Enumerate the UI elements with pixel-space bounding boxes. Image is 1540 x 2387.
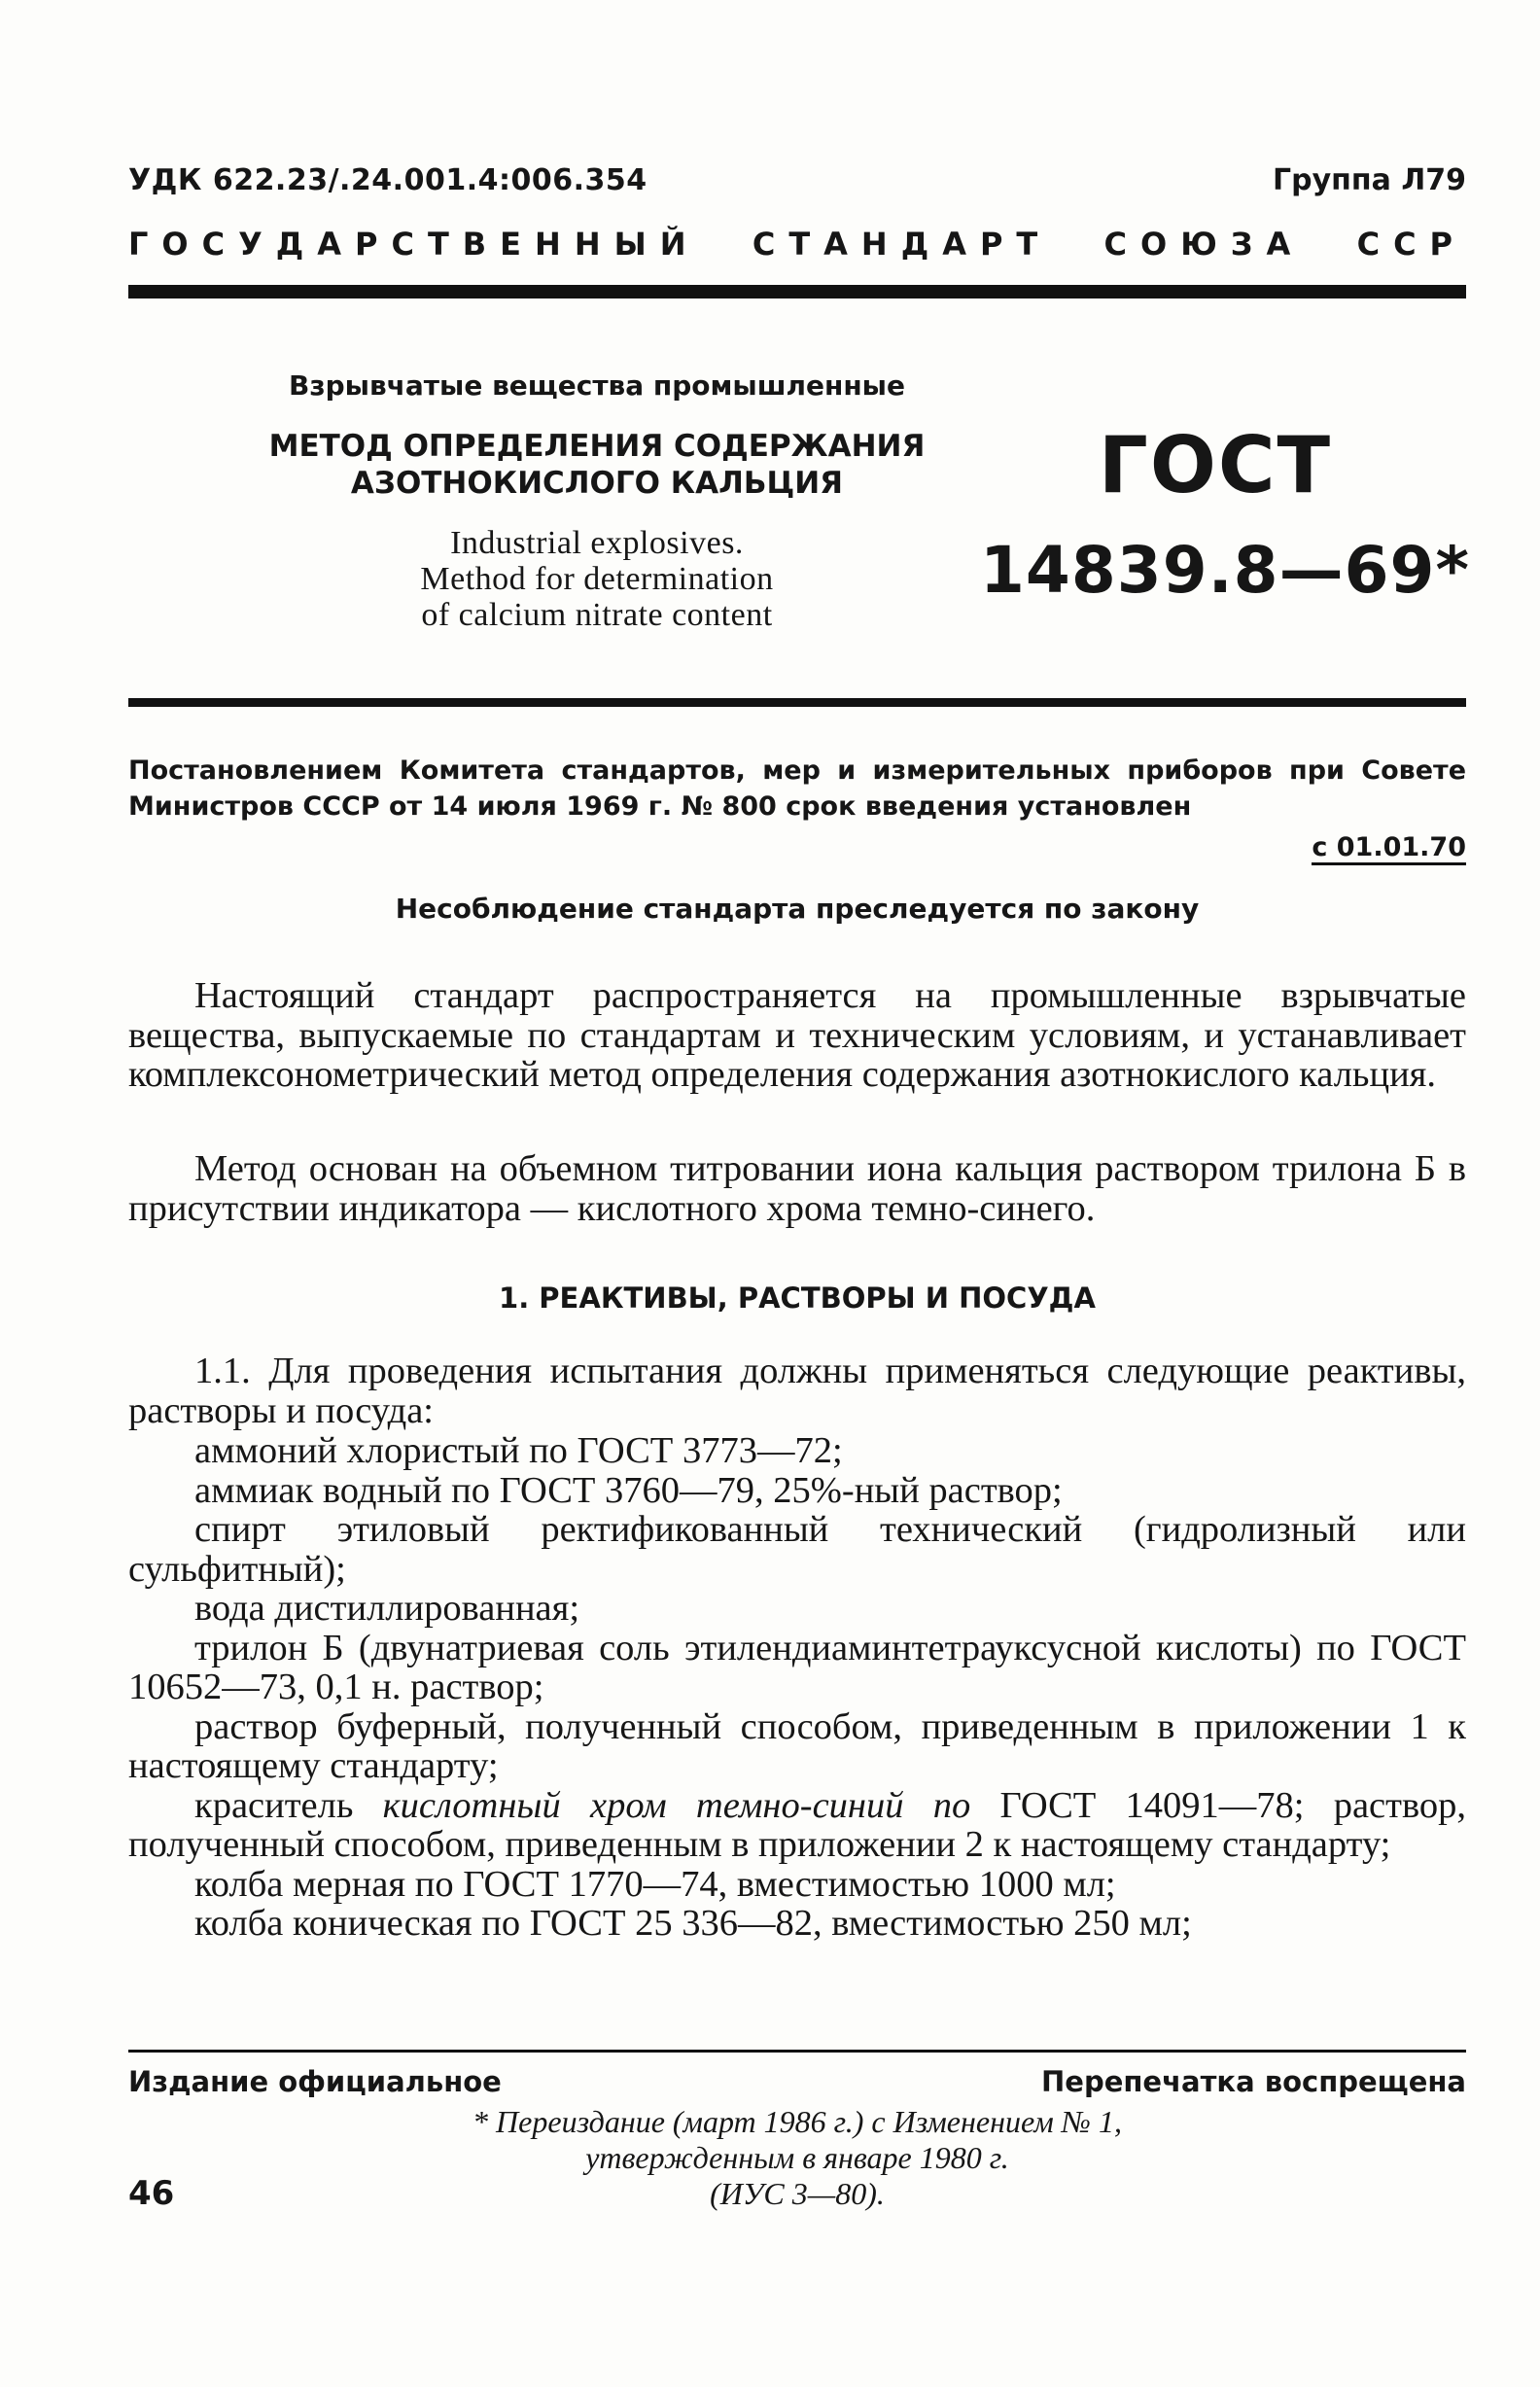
decree-text: Постановлением Комитета стандартов, мер и измерительных приборов при Совете Министров СССР от 14 июля 1969 г. № 800 срок введения установлен [128,755,1466,822]
list-item: раствор буферный, полученный способом, приведенным в приложении 1 к настоящему стандарту; [128,1705,1466,1786]
legal-notice: Несоблюдение стандарта преследуется по закону [395,893,1200,925]
list-item: спирт этиловый ректификованный технический (гидролизный или сульфитный); [128,1509,1466,1590]
paragraph: Настоящий стандарт распространяется на промышленные взрывчатые вещества, выпускаемые по стандартам и техническим условиям, и устанавливает комплексонометрический метод определения содержания азотнокислого кальция. [128,975,1466,1095]
list-item-text: ГОСТ 14091—78; раствор, полученный способом, приведенным в приложении 2 к настоящему стандарту; [128,1784,1467,1865]
page-number: 46 [128,2174,175,2213]
list-item: аммиак водный по ГОСТ 3760—79, 25%-ный раствор; [194,1469,1063,1511]
english-title [266,525,928,633]
effective-date: с 01.01.70 [1312,832,1466,865]
paragraph: Метод основан на объемном титровании иона кальция раствором трилона Б в присутствии индикатора — кислотного хрома темно-синего. [128,1148,1466,1229]
edition-label: Издание официальное [128,2065,502,2098]
banner-word: ГОСУДАРСТВЕННЫЙ [128,226,700,263]
list-item: трилон Б (двунатриевая соль этилендиаминтетрауксусной кислоты) по ГОСТ 10652—73, 0,1 н. раствор; [128,1627,1466,1707]
list-item: аммоний хлористый по ГОСТ 3773—72; [194,1430,843,1471]
banner-word: ССР [1356,226,1466,263]
list-item: вода дистиллированная; [194,1588,580,1629]
list-item: колба коническая по ГОСТ 25 336—82, вместимостью 250 мл; [194,1903,1192,1944]
document-category: Взрывчатые вещества промышленные [288,369,905,402]
banner-word: СТАНДАРТ [752,226,1052,263]
reprint-note [128,2104,1466,2212]
gost-label: ГОСТ [1098,420,1333,510]
reprint-line: утвержденным в январе 1980 г. [585,2140,1009,2175]
reprint-line: * Переиздание (март 1986 г.) с Изменением № 1, [472,2104,1122,2139]
title-rule [128,698,1466,707]
banner-word: СОЮЗА [1103,226,1305,263]
title-line: АЗОТНОКИСЛОГО КАЛЬЦИЯ [350,466,844,501]
section-heading: 1. РЕАКТИВЫ, РАСТВОРЫ И ПОСУДА [499,1281,1096,1315]
document-title [266,428,928,502]
group-code: Группа Л79 [1273,163,1466,197]
english-title-line: of calcium nitrate content [421,597,773,633]
english-title-line: Industrial explosives. [450,525,744,561]
list-item-text: краситель [194,1784,383,1826]
list-item [128,1786,1466,1865]
footer-rule [128,2050,1466,2053]
english-title-line: Method for determination [420,561,774,597]
section-intro: 1.1. Для проведения испытания должны применяться следующие реактивы, растворы и посуда: [128,1351,1466,1431]
gost-number: 14839.8—69* [980,533,1470,608]
header-top [128,163,1466,206]
list-item-italic: кислотный хром темно-синий по [382,1784,971,1826]
reprint-line: (ИУС 3—80). [710,2176,885,2211]
list-item: колба мерная по ГОСТ 1770—74, вместимостью 1000 мл; [194,1863,1116,1905]
requirements-list [128,1431,1466,1944]
title-line: МЕТОД ОПРЕДЕЛЕНИЯ СОДЕРЖАНИЯ [268,429,926,464]
header-rule [128,285,1466,298]
state-standard-banner [128,226,1466,263]
udk-code: УДК 622.23/.24.001.4:006.354 [128,163,648,197]
reprint-banned-label: Перепечатка воспрещена [1041,2065,1466,2098]
